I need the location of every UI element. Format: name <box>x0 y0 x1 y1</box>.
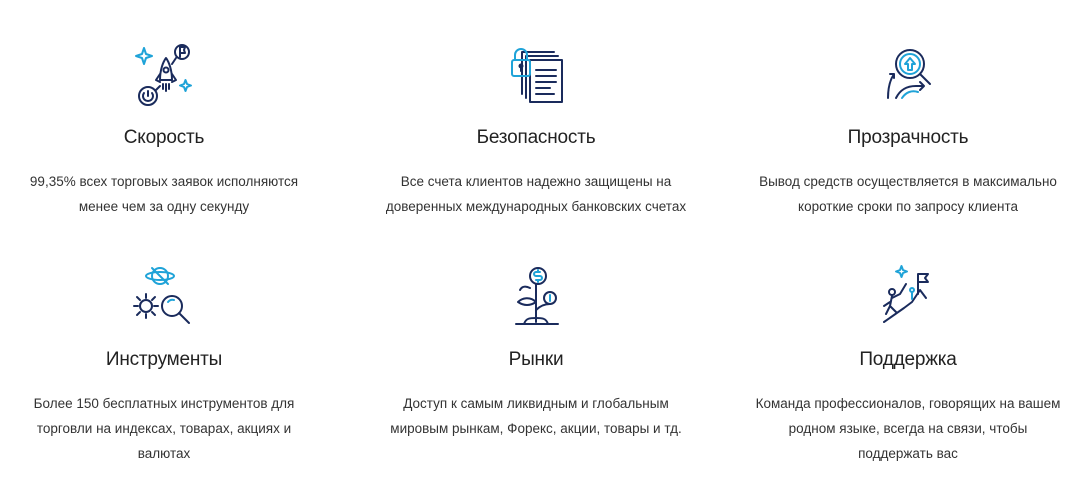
feature-title: Инструменты <box>105 349 223 370</box>
money-plant-icon <box>500 262 572 334</box>
feature-description: Более 150 бесплатных инструментов для торговли на индексах, товарах, акциях и валютах <box>33 396 295 461</box>
rocket-icon <box>128 40 200 112</box>
feature-title: Безопасность <box>476 127 596 148</box>
feature-card-support <box>738 262 1077 466</box>
feature-card-speed <box>0 40 334 219</box>
feature-description: Вывод средств осуществляется в максимально короткие сроки по запросу клиента <box>759 174 1057 214</box>
feature-description: Команда профессионалов, говорящих на вашем родном языке, всегда на связи, чтобы поддержать вас <box>755 396 1061 461</box>
feature-description: 99,35% всех торговых заявок исполняются менее чем за одну секунду <box>29 174 299 214</box>
magnifier-arrows-icon <box>872 40 944 112</box>
feature-title: Скорость <box>123 127 205 148</box>
feature-card-transparency <box>738 40 1077 219</box>
locked-documents-icon <box>500 40 572 112</box>
gear-globe-magnifier-icon <box>128 262 200 334</box>
climber-flag-icon <box>872 262 944 334</box>
feature-card-markets <box>366 262 706 441</box>
feature-title: Рынки <box>508 349 564 370</box>
feature-title: Прозрачность <box>847 127 969 148</box>
feature-description: Доступ к самым ликвидным и глобальным мировым рынкам, Форекс, акции, товары и тд. <box>390 396 682 436</box>
feature-card-tools <box>0 262 334 466</box>
feature-card-security <box>366 40 706 219</box>
feature-description: Все счета клиентов надежно защищены на доверенных международных банковских счетах <box>385 174 687 214</box>
feature-title: Поддержка <box>859 349 957 370</box>
